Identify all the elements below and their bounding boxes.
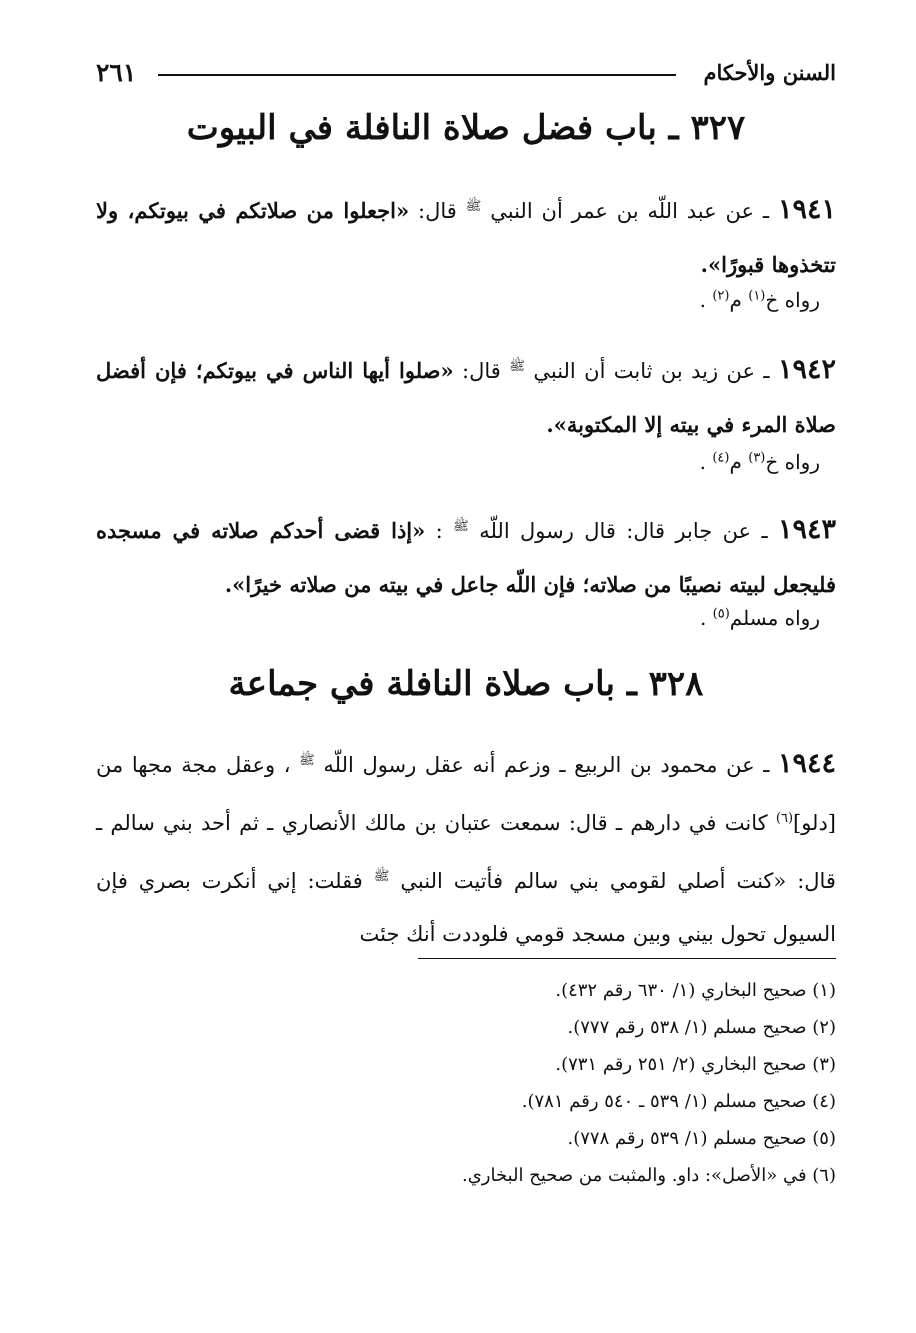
footnote: (٣) صحيح البخاري (٢/ ٢٥١ رقم ٧٣١). (555, 1054, 836, 1075)
honorific-glyph: ﷺ (509, 359, 525, 374)
footnotes (396, 972, 836, 1194)
said-label: قال: (462, 359, 501, 383)
hadith-number: ١٩٤٢ (778, 354, 837, 385)
source-mid: م (729, 450, 742, 474)
chapter-327-heading: ٣٢٧ ـ باب فضل صلاة النافلة في البيوت (186, 108, 746, 148)
hadith-1941 (96, 180, 836, 292)
running-header (96, 58, 836, 92)
honorific-glyph: ﷺ (465, 199, 482, 214)
honorific-glyph: ﷺ (373, 869, 390, 884)
hadith-quote: «إذا قضى أحدكم صلاته في مسجده فليجعل لبيته نصيبًا من صلاته؛ فإن اللّه جاعل في بيته من صلاته خيرًا». (96, 518, 836, 597)
said-label: قال: (418, 199, 457, 223)
page-number: ٢٦١ (96, 58, 137, 87)
footnote-ref: (٤) (712, 450, 730, 466)
source-prefix: رواه خ (765, 288, 820, 312)
header-rule (158, 74, 676, 76)
source-prefix: رواه خ (765, 450, 820, 474)
chapter-328-heading: ٣٢٨ ـ باب صلاة النافلة في جماعة (228, 664, 704, 704)
source-end: . (699, 606, 707, 630)
footnote: (٢) صحيح مسلم (١/ ٥٣٨ رقم ٧٧٧). (567, 1017, 836, 1038)
footnote-ref: (٣) (748, 450, 766, 466)
honorific-glyph: ﷺ (453, 519, 469, 534)
hadith-1943-source (700, 606, 820, 630)
footnote: (٦) في «الأصل»: داو. والمثبت من صحيح البخاري. (461, 1165, 836, 1186)
hadith-number: ١٩٤٣ (777, 514, 836, 545)
footnote-rule (418, 958, 836, 959)
hadith-1942-source (700, 450, 820, 474)
footnote: (١) صحيح البخاري (١/ ٦٣٠ رقم ٤٣٢). (555, 980, 836, 1001)
hadith-quote: «كنت أصلي لقومي بني سالم فأتيت النبي (400, 869, 787, 893)
source-end: . (699, 450, 706, 474)
hadith-quote-cont: فقلت: إني أنكرت بصري فإن السيول تحول بيني وبين مسجد قومي فلوددت أنك جئت (96, 869, 836, 946)
said-label: : (435, 519, 443, 543)
hadith-1943 (96, 500, 836, 612)
hadith-number: ١٩٤١ (777, 194, 836, 225)
footnote: (٤) صحيح مسلم (١/ ٥٣٩ ـ ٥٤٠ رقم ٧٨١). (521, 1091, 836, 1112)
hadith-number: ١٩٤٤ (777, 748, 836, 779)
hadith-1944 (96, 734, 836, 961)
footnote-ref: (٥) (712, 606, 730, 622)
hadith-1941-source (700, 288, 820, 312)
running-title: السنن والأحكام (703, 60, 836, 85)
hadith-text: كانت في دارهم ـ قال: سمعت عتبان بن مالك الأنصاري ـ ثم أحد بني سالم ـ قال: (96, 811, 836, 893)
hadith-quote: «اجعلوا من صلاتكم في بيوتكم، ولا تتخذوها قبورًا». (96, 198, 836, 277)
hadith-text: ، وعقل مجة مجها من [دلو] (96, 753, 836, 835)
footnote-ref: (٢) (712, 288, 730, 304)
footnote-ref: (١) (748, 288, 766, 304)
hadith-intro: ـ عن عبد اللّه بن عمر أن النبي (490, 199, 770, 223)
hadith-intro: ـ عن جابر قال: قال رسول اللّه (479, 519, 768, 543)
hadith-quote: «صلوا أيها الناس في بيوتكم؛ فإن أفضل صلاة المرء في بيته إلا المكتوبة». (96, 358, 836, 437)
hadith-text: ـ عن محمود بن الربيع ـ وزعم أنه عقل رسول اللّه (323, 753, 770, 777)
source-end: . (699, 288, 706, 312)
hadith-1942 (96, 340, 836, 452)
footnote: (٥) صحيح مسلم (١/ ٥٣٩ رقم ٧٧٨). (567, 1128, 836, 1149)
source-prefix: رواه مسلم (729, 606, 820, 630)
footnote-ref: (٦) (775, 811, 794, 826)
honorific-glyph: ﷺ (299, 753, 315, 768)
hadith-intro: ـ عن زيد بن ثابت أن النبي (533, 359, 770, 383)
source-mid: م (729, 288, 742, 312)
